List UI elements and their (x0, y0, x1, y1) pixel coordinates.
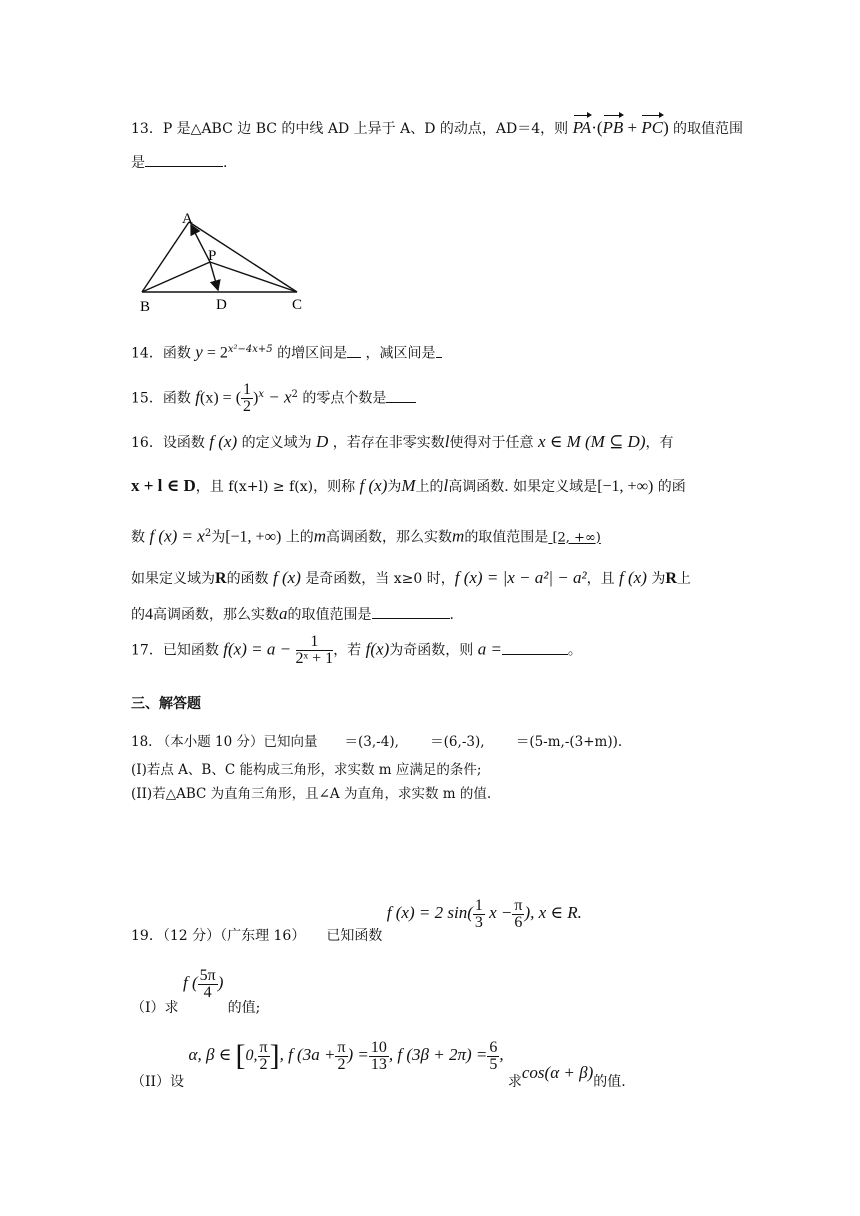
q19ii-cos: cos(α + β) (521, 1063, 594, 1083)
q16-line2 (131, 476, 686, 497)
q13-dot: ·( (591, 118, 603, 137)
q19-f: f (x) = 2 sin( (386, 903, 473, 923)
vector-pc: PC (641, 118, 664, 137)
q16-f4: f (x) (273, 568, 301, 587)
q19ii-qiu: 求 (507, 1074, 522, 1091)
q17-prefix: 17．已知函数 (131, 642, 219, 659)
q16-f4c: f (x) (619, 568, 647, 587)
q19ii-v1den: 13 (370, 1056, 387, 1073)
q16-l4f: 上 (676, 571, 691, 587)
q16-l2f: 的函 (657, 479, 686, 495)
q16-l4a: 如果定义域为 (131, 571, 215, 587)
q15-den: 2 (243, 398, 252, 415)
q16-l4d: ，且 (586, 571, 615, 587)
q17-mid2: 为奇函数，则 (389, 642, 474, 659)
q16-l1a: 16．设函数 (131, 435, 205, 451)
q18-line1: 18. （本小题 10 分）已知向量 ＝(3,-4), ＝(6,-3), ＝(5-m,-(3+m)). (131, 734, 623, 750)
q14-blank-2 (436, 343, 442, 358)
q19ii-f2: , f (3β + 2π) = (388, 1045, 488, 1065)
q16-l1: l (444, 432, 450, 451)
q19ii-frac2 (335, 1040, 347, 1073)
q16-m2: M (401, 476, 416, 495)
q16-m3: m (313, 526, 327, 546)
q19i-suffix: 的值; (227, 1000, 261, 1017)
q16-l1c: ，若存在非零实数 (332, 435, 445, 451)
q16-l5b: 高调函数，那么实数 (153, 607, 279, 623)
q16-l3d: 高调函数，那么实数 (326, 529, 453, 546)
q16-l2: l (443, 476, 449, 495)
q17-line (131, 634, 582, 667)
vector-pb: PB (602, 118, 624, 137)
q16-four: 4 (145, 606, 153, 623)
q16-l2c: 为 (387, 479, 402, 495)
q14-blank-1 (347, 343, 361, 358)
vector-p-to-d (210, 262, 218, 290)
q15-pow: ) (253, 389, 259, 407)
q13-range-text: 的取值范围 (673, 121, 744, 137)
vector-pa: PA (572, 118, 592, 137)
q19i-den: 4 (203, 984, 212, 1001)
q18-line3: (II)若△ABC 为直角三角形，且∠A 为直角，求实数 m 的值. (131, 786, 492, 802)
q16-abs: |x − a²| − a² (502, 568, 587, 587)
q19-end: ), x ∈ R. (524, 903, 582, 923)
q13-text: 13．P 是△ABC 边 BC 的中线 AD 上异于 A、D 的动点，AD＝4，则 (131, 121, 569, 137)
q16-line5 (131, 604, 454, 625)
q16-f4b: f (x) = (454, 568, 503, 587)
q13-answer-blank (145, 152, 223, 167)
q19-prefix: 19．（12 分）（广东理 16） 已知函数 (131, 928, 383, 945)
q15-tail: − x (264, 387, 292, 407)
q19ii-qden: 2 (337, 1056, 346, 1073)
q16-l2d: 上的 (415, 479, 444, 495)
q19ii-rbracket: ] (269, 1039, 280, 1073)
q17-end: 。 (567, 642, 582, 659)
q14-prefix: 14．函数 (131, 345, 191, 362)
q13-plus: + (623, 118, 642, 137)
q19ii-f1b: ) = (347, 1045, 369, 1065)
q19ii-f1: , f (3a + (279, 1045, 336, 1065)
q15-args: (x) = ( (200, 389, 242, 407)
q15-num: 1 (243, 381, 252, 398)
q19-frac1 (473, 898, 485, 931)
label-c: C (292, 297, 303, 313)
q19ii-suffix: 的值. (593, 1074, 626, 1091)
q15-prefix: 15．函数 (131, 390, 191, 407)
q15-sq: 2 (291, 388, 298, 400)
vector-p-to-c (210, 262, 297, 292)
q16-l2e: 高调函数. 如果定义域是 (448, 479, 598, 495)
q16-l5c: 的取值范围是 (287, 607, 372, 623)
q16-d1: D (316, 432, 329, 451)
q19-den: 3 (474, 914, 483, 931)
q16-sq: 2 (204, 528, 212, 539)
label-b: B (140, 299, 151, 315)
q16-line1 (131, 432, 674, 453)
q14-increase-text: 的增区间是 (277, 345, 348, 362)
q16-l4c: 是奇函数，当 x≥0 时， (305, 571, 455, 587)
q15-f: f (195, 387, 201, 407)
q19-line (131, 897, 582, 952)
q13-end: . (223, 155, 228, 171)
q13-expression (573, 118, 673, 137)
q19-frac2 (512, 898, 524, 931)
q17-mid: ，若 (333, 642, 362, 659)
q16-l1e: ，有 (645, 435, 674, 451)
q14-line (131, 340, 442, 364)
q19ii-line (131, 1040, 626, 1090)
q19ii-pnum: π (259, 1039, 268, 1056)
q19ii-formula (188, 1039, 508, 1073)
q18-line2: (I)若点 A、B、C 能构成三角形，求实数 m 应满足的条件; (131, 762, 482, 778)
q19ii-f2b: , (499, 1045, 504, 1065)
q16-l2b: ，且 f(x+l) ≥ f(x)，则称 (195, 479, 356, 495)
q19ii-frac3 (369, 1040, 389, 1073)
q15-suffix: 的零点个数是 (302, 390, 387, 407)
q19-mid: x − (484, 903, 513, 923)
q16-l4e: 为 (651, 571, 666, 587)
q16-l2a: x + l ∈ D (131, 476, 196, 495)
q19i-close: ) (217, 973, 224, 993)
q19ii-frac1 (258, 1040, 270, 1073)
q16-l4b: 的函数 (226, 571, 269, 587)
q19ii-v2num: 6 (489, 1039, 498, 1056)
q19ii-ab: α, β ∈ (188, 1045, 232, 1065)
q19ii-pden: 2 (259, 1056, 268, 1073)
q19i-f: f ( (182, 973, 198, 993)
q16-dom: [−1, +∞) (597, 478, 654, 495)
q13-close: ) (663, 118, 669, 137)
q16-a5: a (279, 604, 288, 623)
q16-r4: R (215, 570, 227, 587)
triangle-figure (130, 210, 320, 320)
q19i-prefix: （I）求 (131, 1000, 179, 1017)
q19ii-prefix: （II）设 (131, 1074, 185, 1091)
q16-l1d: 使得对于任意 (449, 435, 534, 451)
q15-fraction (241, 382, 253, 415)
q17-fx2: f(x) (365, 639, 390, 659)
q14-exponent: x²−4x+5 (227, 344, 273, 355)
q15-line (131, 382, 416, 415)
q15-powx: x (258, 388, 264, 400)
q13-line2 (131, 152, 227, 173)
q17-num: 1 (296, 634, 334, 651)
q16-l1b: 的定义域为 (241, 435, 312, 451)
label-a: A (182, 211, 193, 227)
q16-dom2: [−1, +∞) (225, 528, 282, 546)
q17-den: 2ˣ + 1 (295, 650, 334, 667)
q16-f2: f (x) (359, 476, 388, 495)
side-ac (189, 222, 297, 292)
q16-l3e: 的取值范围是 (464, 529, 549, 546)
q19-den2: 6 (514, 914, 523, 931)
q19-num: 1 (474, 897, 483, 914)
q16-answer: [2, +∞) (548, 530, 601, 546)
q16-l5a: 的 (131, 607, 145, 623)
q16-xin: x ∈ M (M ⊆ D) (537, 432, 646, 451)
q17-a: a = (477, 639, 502, 659)
q16-l3b: 为 (211, 529, 226, 546)
q16-end: . (449, 607, 454, 623)
q16-m3b: m (452, 526, 465, 546)
q19i-formula (182, 967, 228, 1001)
q19ii-lbracket: [ (235, 1039, 246, 1073)
q19-num2: π (514, 897, 523, 914)
q13-shi: 是 (131, 155, 145, 171)
q19ii-v2den: 5 (489, 1056, 498, 1073)
q17-blank (502, 640, 568, 655)
q17-fraction (296, 634, 334, 667)
q16-l3a: 数 (131, 529, 145, 546)
q16-f1: f (x) (209, 432, 238, 451)
q19ii-v1num: 10 (370, 1039, 387, 1056)
q16-f3: f (x) = x (149, 526, 205, 546)
q13-line1 (131, 118, 743, 139)
q19i-frac (198, 968, 218, 1001)
q16-r4b: R (665, 570, 677, 587)
q19ii-frac4 (487, 1040, 499, 1073)
q15-blank (386, 388, 416, 403)
q17-fx: f(x) = a − (223, 639, 292, 659)
q14-decrease-text: ，减区间是 (365, 345, 436, 362)
q16-l3c: 上的 (285, 529, 314, 546)
q19ii-r0: 0, (245, 1047, 258, 1065)
label-d: D (216, 297, 227, 313)
q19i-num: 5π (199, 967, 216, 984)
section-heading: 三、解答题 (131, 696, 201, 712)
q16-line4 (131, 568, 691, 589)
q16-line3 (131, 524, 601, 549)
q14-eq: = 2 (202, 344, 228, 362)
q16-blank (372, 604, 450, 619)
q19-formula (386, 897, 582, 931)
q19i-line (131, 967, 261, 1020)
q14-y: y (195, 342, 203, 362)
q19ii-qnum: π (337, 1039, 346, 1056)
label-p: P (208, 248, 217, 264)
